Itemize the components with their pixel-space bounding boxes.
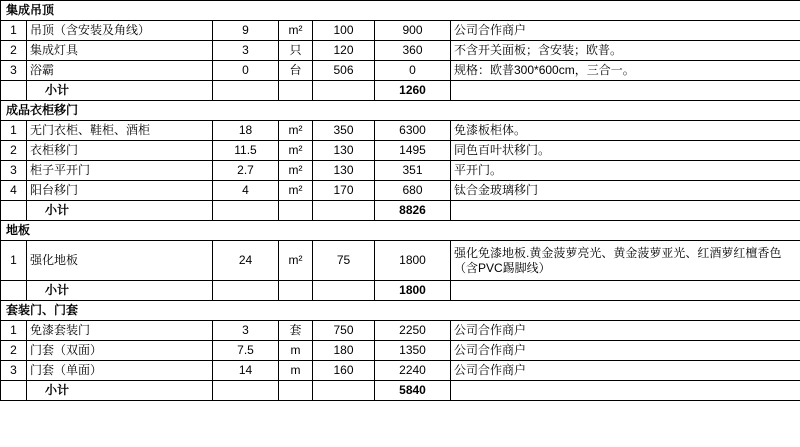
item-quantity: 24 <box>213 241 279 281</box>
subtotal-quantity <box>213 81 279 101</box>
item-quantity: 9 <box>213 21 279 41</box>
row-index: 2 <box>1 141 27 161</box>
subtotal-row <box>1 81 800 101</box>
table-row <box>1 181 800 201</box>
table-row <box>1 41 800 61</box>
subtotal-price <box>313 281 375 301</box>
row-index <box>1 281 27 301</box>
item-unit: m² <box>279 241 313 281</box>
item-price: 350 <box>313 121 375 141</box>
section-title: 地板 <box>1 221 800 241</box>
subtotal-price <box>313 81 375 101</box>
subtotal-label: 小计 <box>27 381 213 401</box>
item-note: 钛合金玻璃移门 <box>451 181 800 201</box>
subtotal-price <box>313 201 375 221</box>
section-header-row <box>1 221 800 241</box>
subtotal-quantity <box>213 201 279 221</box>
item-note: 平开门。 <box>451 161 800 181</box>
item-name: 门套（单面） <box>27 361 213 381</box>
item-unit: 套 <box>279 321 313 341</box>
subtotal-row <box>1 281 800 301</box>
subtotal-row <box>1 201 800 221</box>
item-name: 柜子平开门 <box>27 161 213 181</box>
subtotal-amount: 8826 <box>375 201 451 221</box>
subtotal-amount: 1800 <box>375 281 451 301</box>
row-index: 1 <box>1 21 27 41</box>
item-total: 680 <box>375 181 451 201</box>
item-quantity: 0 <box>213 61 279 81</box>
row-index: 4 <box>1 181 27 201</box>
item-note: 不含开关面板；含安装；欧普。 <box>451 41 800 61</box>
item-quantity: 4 <box>213 181 279 201</box>
item-name: 衣柜移门 <box>27 141 213 161</box>
subtotal-note <box>451 281 800 301</box>
row-index <box>1 381 27 401</box>
subtotal-label: 小计 <box>27 281 213 301</box>
subtotal-price <box>313 381 375 401</box>
item-total: 1800 <box>375 241 451 281</box>
item-unit: m² <box>279 181 313 201</box>
item-note: 公司合作商户 <box>451 321 800 341</box>
item-total: 1495 <box>375 141 451 161</box>
subtotal-unit <box>279 81 313 101</box>
item-total: 6300 <box>375 121 451 141</box>
item-price: 750 <box>313 321 375 341</box>
table-row <box>1 141 800 161</box>
table-row <box>1 321 800 341</box>
item-note: 公司合作商户 <box>451 361 800 381</box>
section-header-row <box>1 101 800 121</box>
subtotal-unit <box>279 281 313 301</box>
item-total: 351 <box>375 161 451 181</box>
item-price: 180 <box>313 341 375 361</box>
row-index: 1 <box>1 241 27 281</box>
table-row <box>1 241 800 281</box>
subtotal-row <box>1 381 800 401</box>
section-title: 成品衣柜移门 <box>1 101 800 121</box>
item-note: 同色百叶状移门。 <box>451 141 800 161</box>
row-index: 3 <box>1 61 27 81</box>
item-total: 1350 <box>375 341 451 361</box>
row-index: 3 <box>1 361 27 381</box>
row-index <box>1 201 27 221</box>
item-total: 2240 <box>375 361 451 381</box>
section-header-row <box>1 301 800 321</box>
subtotal-unit <box>279 381 313 401</box>
row-index: 2 <box>1 41 27 61</box>
item-note: 公司合作商户 <box>451 21 800 41</box>
item-price: 160 <box>313 361 375 381</box>
item-unit: m² <box>279 21 313 41</box>
subtotal-note <box>451 201 800 221</box>
item-unit: m² <box>279 121 313 141</box>
item-note: 公司合作商户 <box>451 341 800 361</box>
item-total: 900 <box>375 21 451 41</box>
item-note: 免漆板柜体。 <box>451 121 800 141</box>
item-quantity: 11.5 <box>213 141 279 161</box>
item-quantity: 3 <box>213 41 279 61</box>
table-row <box>1 21 800 41</box>
subtotal-quantity <box>213 281 279 301</box>
item-total: 0 <box>375 61 451 81</box>
item-unit: 只 <box>279 41 313 61</box>
item-name: 吊顶（含安装及角线） <box>27 21 213 41</box>
item-name: 强化地板 <box>27 241 213 281</box>
row-index <box>1 81 27 101</box>
section-title: 套装门、门套 <box>1 301 800 321</box>
item-price: 100 <box>313 21 375 41</box>
subtotal-note <box>451 81 800 101</box>
subtotal-amount: 1260 <box>375 81 451 101</box>
item-price: 506 <box>313 61 375 81</box>
item-name: 门套（双面） <box>27 341 213 361</box>
subtotal-label: 小计 <box>27 201 213 221</box>
item-quantity: 7.5 <box>213 341 279 361</box>
section-header-row <box>1 1 800 21</box>
item-unit: m² <box>279 161 313 181</box>
row-index: 3 <box>1 161 27 181</box>
item-name: 无门衣柜、鞋柜、酒柜 <box>27 121 213 141</box>
subtotal-quantity <box>213 381 279 401</box>
table-row <box>1 161 800 181</box>
item-price: 120 <box>313 41 375 61</box>
item-quantity: 18 <box>213 121 279 141</box>
item-total: 360 <box>375 41 451 61</box>
item-price: 170 <box>313 181 375 201</box>
item-unit: m <box>279 341 313 361</box>
item-unit: m² <box>279 141 313 161</box>
item-quantity: 2.7 <box>213 161 279 181</box>
item-quantity: 3 <box>213 321 279 341</box>
subtotal-amount: 5840 <box>375 381 451 401</box>
row-index: 2 <box>1 341 27 361</box>
table-row <box>1 361 800 381</box>
table-row <box>1 61 800 81</box>
item-name: 阳台移门 <box>27 181 213 201</box>
item-price: 75 <box>313 241 375 281</box>
subtotal-unit <box>279 201 313 221</box>
row-index: 1 <box>1 121 27 141</box>
table-row <box>1 121 800 141</box>
subtotal-note <box>451 381 800 401</box>
item-name: 免漆套装门 <box>27 321 213 341</box>
item-note: 强化免漆地板.黄金菠萝亮光、黄金菠萝亚光、红酒萝红檀香色（含PVC踢脚线） <box>451 241 800 281</box>
item-quantity: 14 <box>213 361 279 381</box>
item-unit: 台 <box>279 61 313 81</box>
subtotal-label: 小计 <box>27 81 213 101</box>
row-index: 1 <box>1 321 27 341</box>
item-note: 规格：欧普300*600cm，三合一。 <box>451 61 800 81</box>
section-title: 集成吊顶 <box>1 1 800 21</box>
item-total: 2250 <box>375 321 451 341</box>
item-price: 130 <box>313 161 375 181</box>
item-unit: m <box>279 361 313 381</box>
item-name: 集成灯具 <box>27 41 213 61</box>
item-name: 浴霸 <box>27 61 213 81</box>
table-row <box>1 341 800 361</box>
item-price: 130 <box>313 141 375 161</box>
